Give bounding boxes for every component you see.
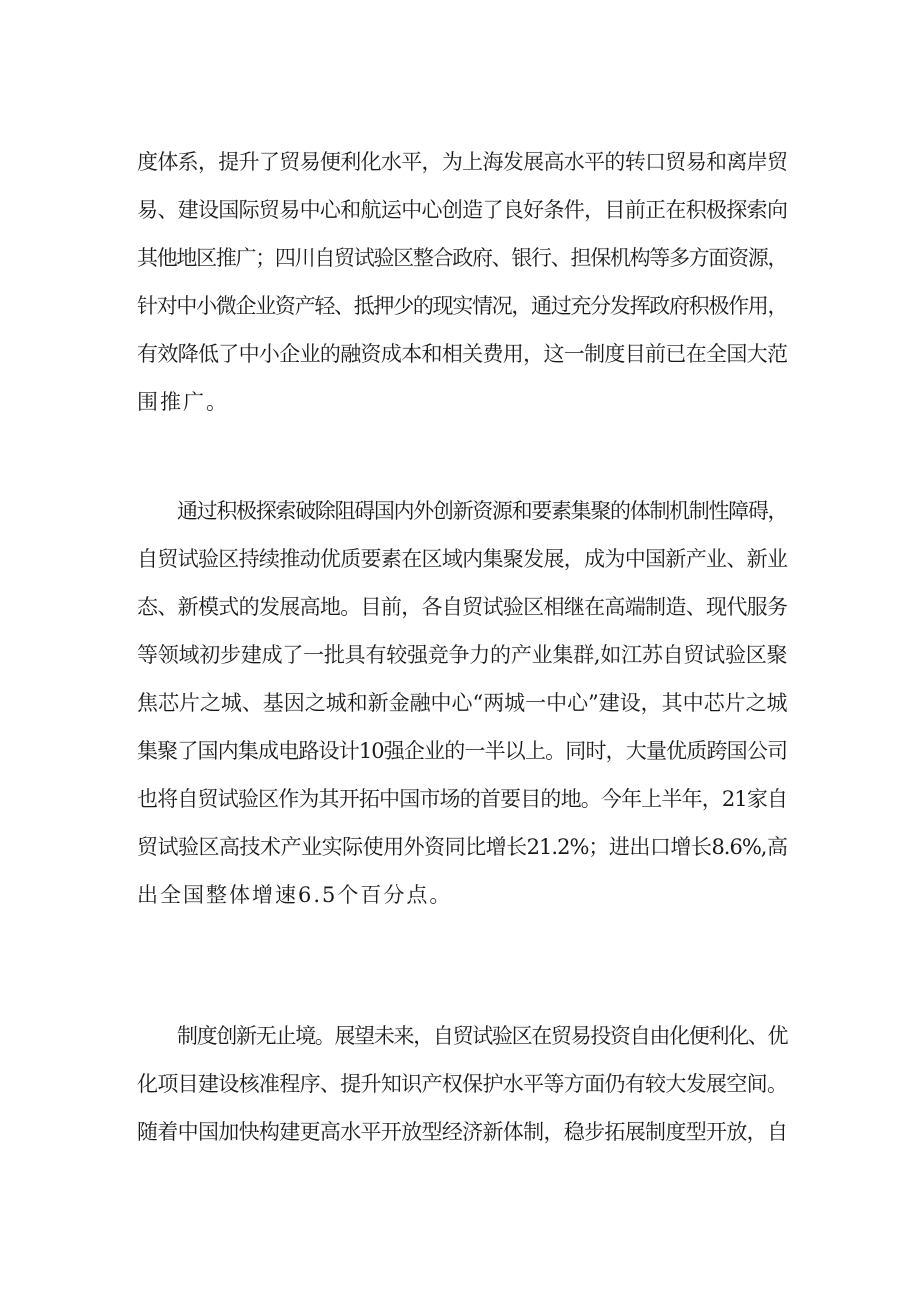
paragraph-line: 易、建设国际贸易中心和航运中心创造了良好条件，目前正在积极探索向 bbox=[137, 198, 787, 222]
paragraph-line: 化项目建设核准程序、提升知识产权保护水平等方面仍有较大发展空间。 bbox=[137, 1072, 787, 1096]
paragraph-line: 围推广。 bbox=[137, 390, 229, 414]
paragraph-line: 贸试验区高技术产业实际使用外资同比增长21.2%；进出口增长8.6%,高 bbox=[137, 835, 787, 859]
paragraph-line: 针对中小微企业资产轻、抵押少的现实情况，通过充分发挥政府积极作用， bbox=[137, 294, 787, 318]
paragraph-line: 也将自贸试验区作为其开拓中国市场的首要目的地。今年上半年，21家自 bbox=[137, 787, 787, 811]
paragraph-3 bbox=[137, 1012, 787, 1156]
paragraph-line: 制度创新无止境。展望未来，自贸试验区在贸易投资自由化便利化、优 bbox=[177, 1024, 787, 1048]
paragraph-line: 其他地区推广；四川自贸试验区整合政府、银行、担保机构等多方面资源， bbox=[137, 246, 787, 270]
paragraph-line: 集聚了国内集成电路设计10强企业的一半以上。同时，大量优质跨国公司 bbox=[137, 739, 787, 763]
paragraph-line: 度体系，提升了贸易便利化水平，为上海发展高水平的转口贸易和离岸贸 bbox=[137, 150, 787, 174]
paragraph-1 bbox=[137, 138, 787, 426]
paragraph-line: 出全国整体增速6.5个百分点。 bbox=[137, 883, 453, 907]
paragraph-line: 随着中国加快构建更高水平开放型经济新体制，稳步拓展制度型开放，自 bbox=[137, 1120, 787, 1144]
paragraph-line: 自贸试验区持续推动优质要素在区域内集聚发展，成为中国新产业、新业 bbox=[137, 547, 787, 571]
paragraph-line: 等领域初步建成了一批具有较强竞争力的产业集群,如江苏自贸试验区聚 bbox=[137, 643, 787, 667]
paragraph-line: 态、新模式的发展高地。目前，各自贸试验区相继在高端制造、现代服务 bbox=[137, 595, 787, 619]
paragraph-line: 有效降低了中小企业的融资成本和相关费用，这一制度目前已在全国大范 bbox=[137, 342, 787, 366]
paragraph-line: 焦芯片之城、基因之城和新金融中心“两城一中心”建设，其中芯片之城 bbox=[137, 691, 787, 715]
paragraph-2 bbox=[137, 487, 787, 919]
paragraph-line: 通过积极探索破除阻碍国内外创新资源和要素集聚的体制机制性障碍， bbox=[177, 499, 787, 523]
